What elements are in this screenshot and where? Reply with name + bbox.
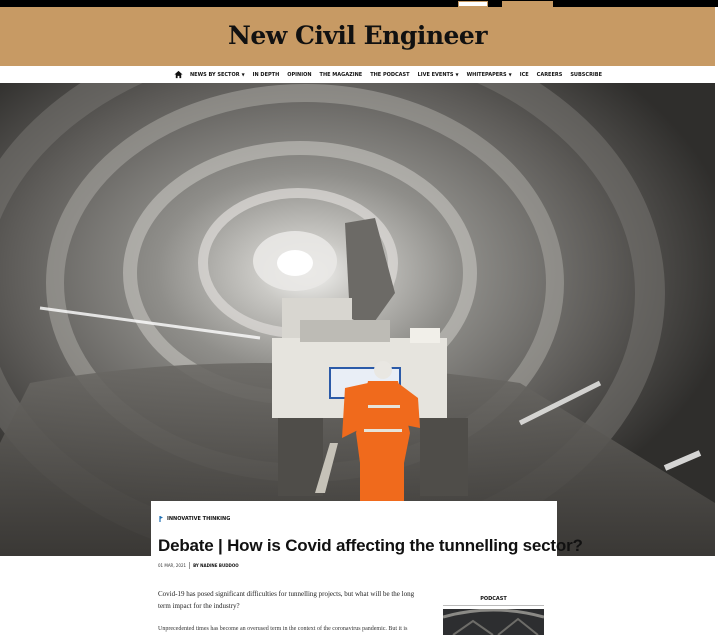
nav-item-label: LIVE EVENTS — [417, 71, 454, 78]
nav-item-label: THE MAGAZINE — [319, 71, 363, 78]
main-nav — [0, 66, 715, 83]
chevron-down-icon: ▼ — [241, 71, 245, 77]
nav-items — [190, 72, 610, 78]
site-logo[interactable]: New Civil Engineer — [228, 21, 487, 50]
article-date: 01 MAR, 2021 — [158, 563, 187, 568]
nav-item-label: THE PODCAST — [370, 71, 410, 78]
flag-icon — [158, 516, 164, 522]
hero-image — [0, 83, 715, 556]
article-meta — [158, 562, 239, 569]
nav-item-label: WHITEPAPERS — [466, 71, 507, 78]
masthead — [0, 7, 715, 66]
article-author[interactable]: BY NADINE BUDDOO — [193, 563, 239, 568]
nav-item-label: CAREERS — [536, 71, 563, 78]
nav-item-label: NEWS BY SECTOR — [190, 71, 240, 78]
nav-item-opinion[interactable] — [287, 72, 311, 78]
nav-item-in-depth[interactable] — [253, 72, 280, 78]
chevron-down-icon: ▼ — [508, 71, 512, 77]
sidebar-divider — [443, 605, 544, 606]
home-icon[interactable] — [174, 70, 183, 79]
article-title: Debate | How is Covid affecting the tunnelling sector? — [158, 536, 583, 555]
podcast-image — [443, 609, 544, 635]
category-tag[interactable] — [158, 516, 230, 522]
nav-item-the-podcast[interactable] — [370, 72, 409, 78]
nav-item-careers[interactable] — [537, 72, 563, 78]
nav-item-label: IN DEPTH — [252, 71, 280, 78]
nav-item-whitepapers[interactable] — [467, 72, 512, 78]
sidebar-heading: PODCAST — [480, 596, 507, 602]
tunnel-photo — [0, 83, 715, 556]
nav-item-label: OPINION — [287, 71, 312, 78]
meta-divider — [189, 562, 190, 569]
chevron-down-icon: ▼ — [455, 71, 459, 77]
article-body: Unprecedented times has become an overused term in the context of the coronavirus pandemic. But it is — [158, 626, 408, 632]
nav-item-news-by-sector[interactable] — [190, 72, 245, 78]
nav-item-live-events[interactable] — [418, 72, 459, 78]
top-bar — [0, 0, 718, 7]
nav-item-label: ICE — [519, 71, 529, 78]
category-label: INNOVATIVE THINKING — [167, 516, 231, 522]
nav-item-subscribe[interactable] — [570, 72, 602, 78]
article-intro: Covid-19 has posed significant difficulties for tunnelling projects, but what will be the long term impact for the industry? — [158, 590, 415, 610]
nav-item-the-magazine[interactable] — [320, 72, 363, 78]
nav-item-ice[interactable] — [520, 72, 529, 78]
nav-item-label: SUBSCRIBE — [570, 71, 603, 78]
podcast-thumbnail[interactable] — [443, 609, 544, 635]
